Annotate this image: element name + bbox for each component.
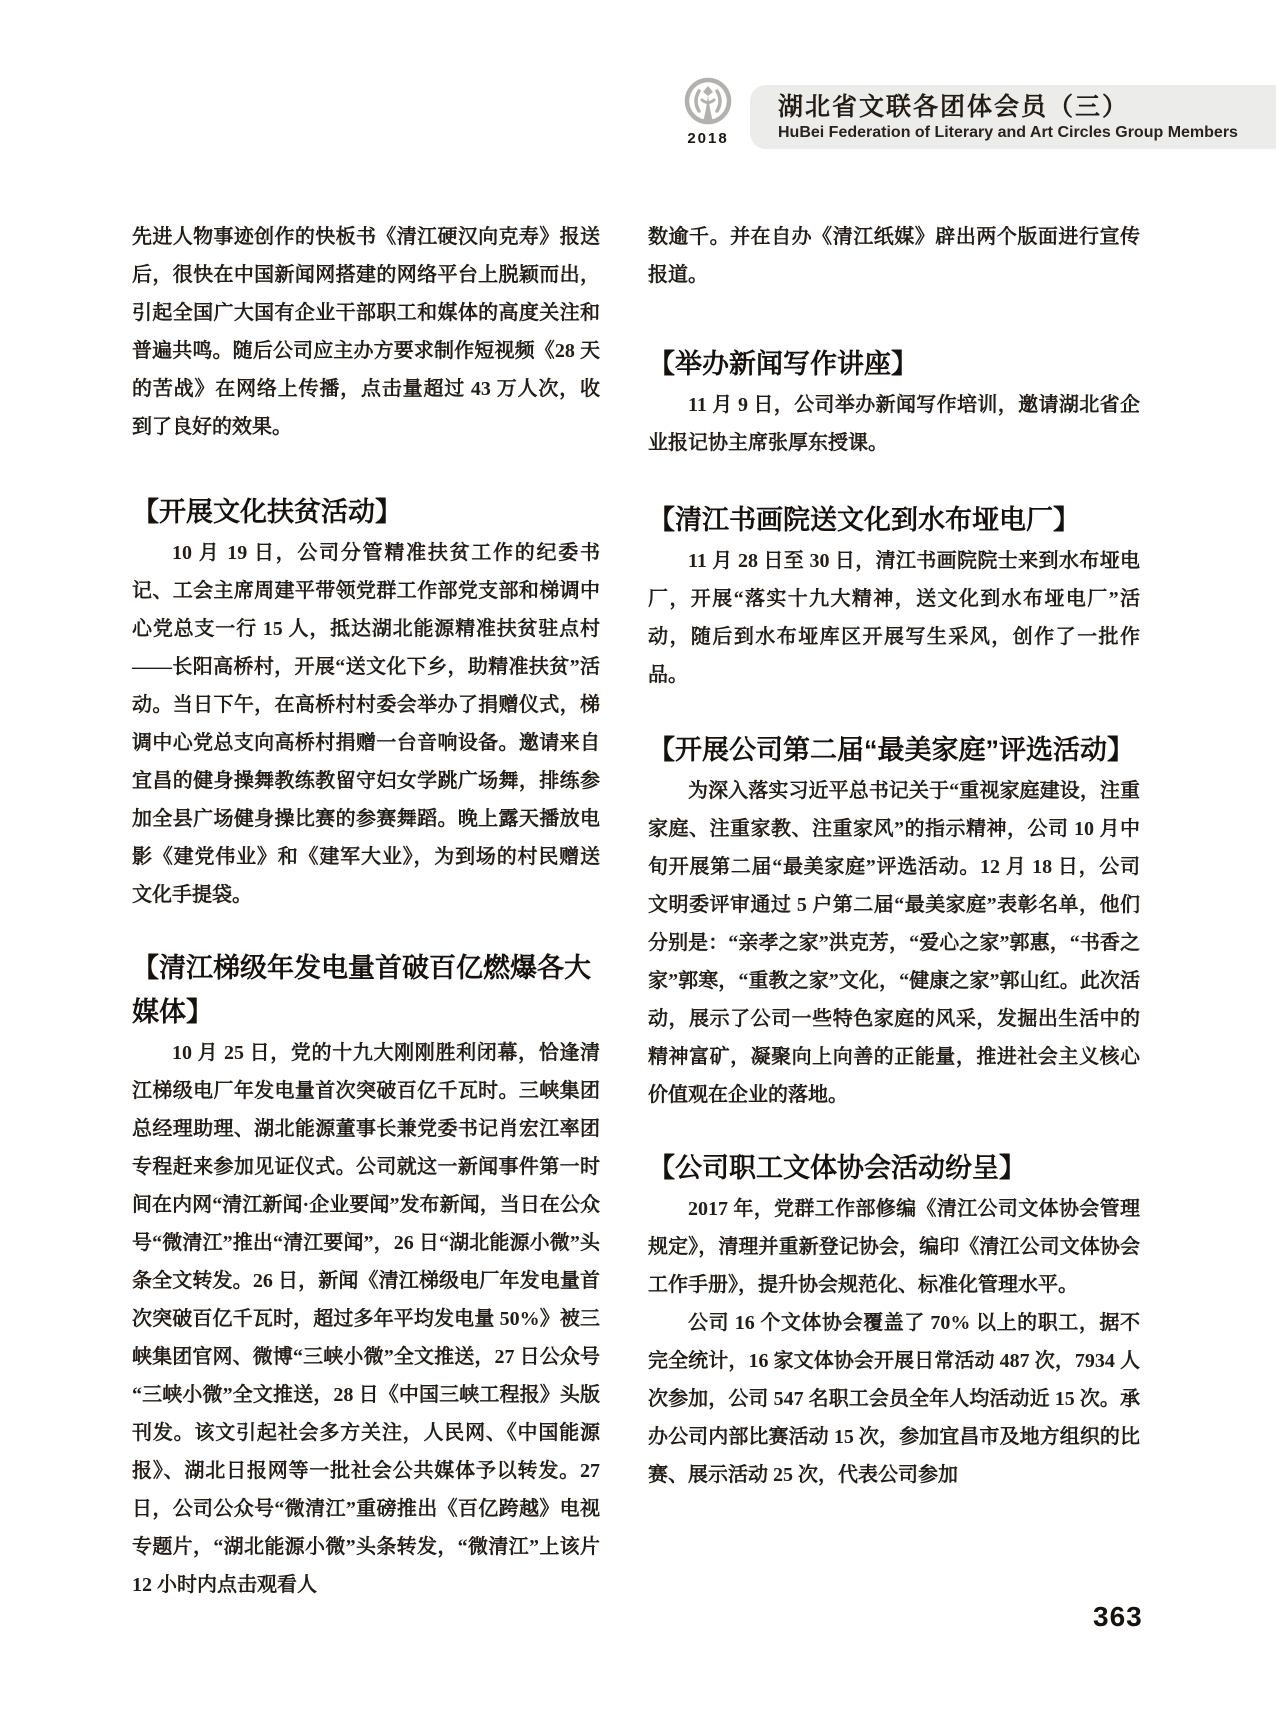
logo-year: 2018 xyxy=(687,130,729,147)
section-heading: 【开展公司第二届“最美家庭”评选活动】 xyxy=(648,735,1134,765)
header-logo-group xyxy=(668,76,748,147)
paragraph: 10 月 25 日，党的十九大刚刚胜利闭幕，恰逢清江梯级电厂年发电量首次突破百亿千瓦时。三峡集团总经理助理、湖北能源董事长兼党委书记肖宏江率团专程赶来参加见证仪式。公司就这一新闻事件第一时间在内网“清江新闻·企业要闻”发布新闻，当日在公众号“微清江”推出“清江要闻”，26 日“湖北能源小微”头条全文转发。26 日，新闻《清江梯级电厂年发电量首次突破百亿千瓦时，超过多年平均发电量 50%》被三峡集团官网、微博“三峡小微”全文推送，27 日公众号“三峡小微”全文推送，28 日《中国三峡工程报》头版刊发。该文引起社会多方关注，人民网、《中国能源报》、湖北日报网等一批社会公共媒体予以转发。27 日，公司公众号“微清江”重磅推出《百亿跨越》电视专题片，“湖北能源小微”头条转发，“微清江”上该片 12 小时内点击观看人 xyxy=(132,1042,600,1596)
paragraph: 公司 16 个文体协会覆盖了 70% 以上的职工，据不完全统计，16 家文体协会开展日常活动 487 次，7934 人次参加，公司 547 名职工会员全年人均活动近 15 次。承办公司内部比赛活动 15 次，参加宜昌市及地方组织的比赛、展示活动 25 次，代表公司参加 xyxy=(648,1312,1140,1486)
paragraph-continuation: 先进人物事迹创作的快板书《清江硬汉向克寿》报送后，很快在中国新闻网搭建的网络平台上脱颖而出，引起全国广大国有企业干部职工和媒体的高度关注和普遍共鸣。随后公司应主办方要求制作短视频《28 天的苦战》在网络上传播，点击量超过 43 万人次，收到了良好的效果。 xyxy=(132,226,600,438)
paragraph: 10 月 19 日，公司分管精准扶贫工作的纪委书记、工会主席周建平带领党群工作部党支部和梯调中心党总支一行 15 人，抵达湖北能源精准扶贫驻点村——长阳高桥村，开展“送文化下乡，助精准扶贫”活动。当日下午，在高桥村村委会举办了捐赠仪式，梯调中心党总支向高桥村捐赠一台音响设备。邀请来自宜昌的健身操舞教练教留守妇女学跳广场舞，排练参加全县广场健身操比赛的参赛舞蹈。晚上露天播放电影《建党伟业》和《建军大业》，为到场的村民赠送文化手提袋。 xyxy=(132,542,600,906)
page-number: 363 xyxy=(1093,1601,1143,1632)
paragraph: 11 月 28 日至 30 日，清江书画院院士来到水布垭电厂，开展“落实十九大精神，送文化到水布垭电厂”活动，随后到水布垭库区开展写生采风，创作了一批作品。 xyxy=(648,550,1140,686)
paragraph: 2017 年，党群工作部修编《清江公司文体协会管理规定》，清理并重新登记协会，编印《清江公司文体协会工作手册》，提升协会规范化、标准化管理水平。 xyxy=(648,1198,1140,1296)
page-subtitle-en: HuBei Federation of Literary and Art Circles Group Members xyxy=(778,124,1238,141)
paragraph: 11 月 9 日，公司举办新闻写作培训，邀请湖北省企业报记协主席张厚东授课。 xyxy=(648,394,1140,454)
column-right xyxy=(648,218,1140,1494)
section-heading: 【清江梯级年发电量首破百亿燃爆各大媒体】 xyxy=(132,953,591,1027)
section-heading: 【公司职工文体协会活动纷呈】 xyxy=(648,1153,1026,1183)
paragraph: 为深入落实习近平总书记关于“重视家庭建设，注重家庭、注重家教、注重家风”的指示精神，公司 10 月中旬开展第二届“最美家庭”评选活动。12 月 18 日，公司文明委评审通过 5 户第二届“最美家庭”表彰名单，他们分别是：“亲孝之家”洪克芳，“爱心之家”郭惠，“书香之家”郭寒，“重教之家”文化，“健康之家”郭山红。此次活动，展示了公司一些特色家庭的风采，发掘出生活中的精神富矿，凝聚向上向善的正能量，推进社会主义核心价值观在企业的落地。 xyxy=(648,780,1140,1106)
paragraph-continuation: 数逾千。并在自办《清江纸媒》辟出两个版面进行宣传报道。 xyxy=(648,226,1140,286)
federation-logo-icon xyxy=(682,76,734,128)
section-heading: 【开展文化扶贫活动】 xyxy=(132,497,402,527)
section-heading: 【清江书画院送文化到水布垭电厂】 xyxy=(648,505,1080,535)
header-banner xyxy=(750,85,1276,149)
section-heading: 【举办新闻写作讲座】 xyxy=(648,349,918,379)
column-left xyxy=(132,218,600,1604)
page-title-cn: 湖北省文联各团体会员（三） xyxy=(778,93,1130,121)
